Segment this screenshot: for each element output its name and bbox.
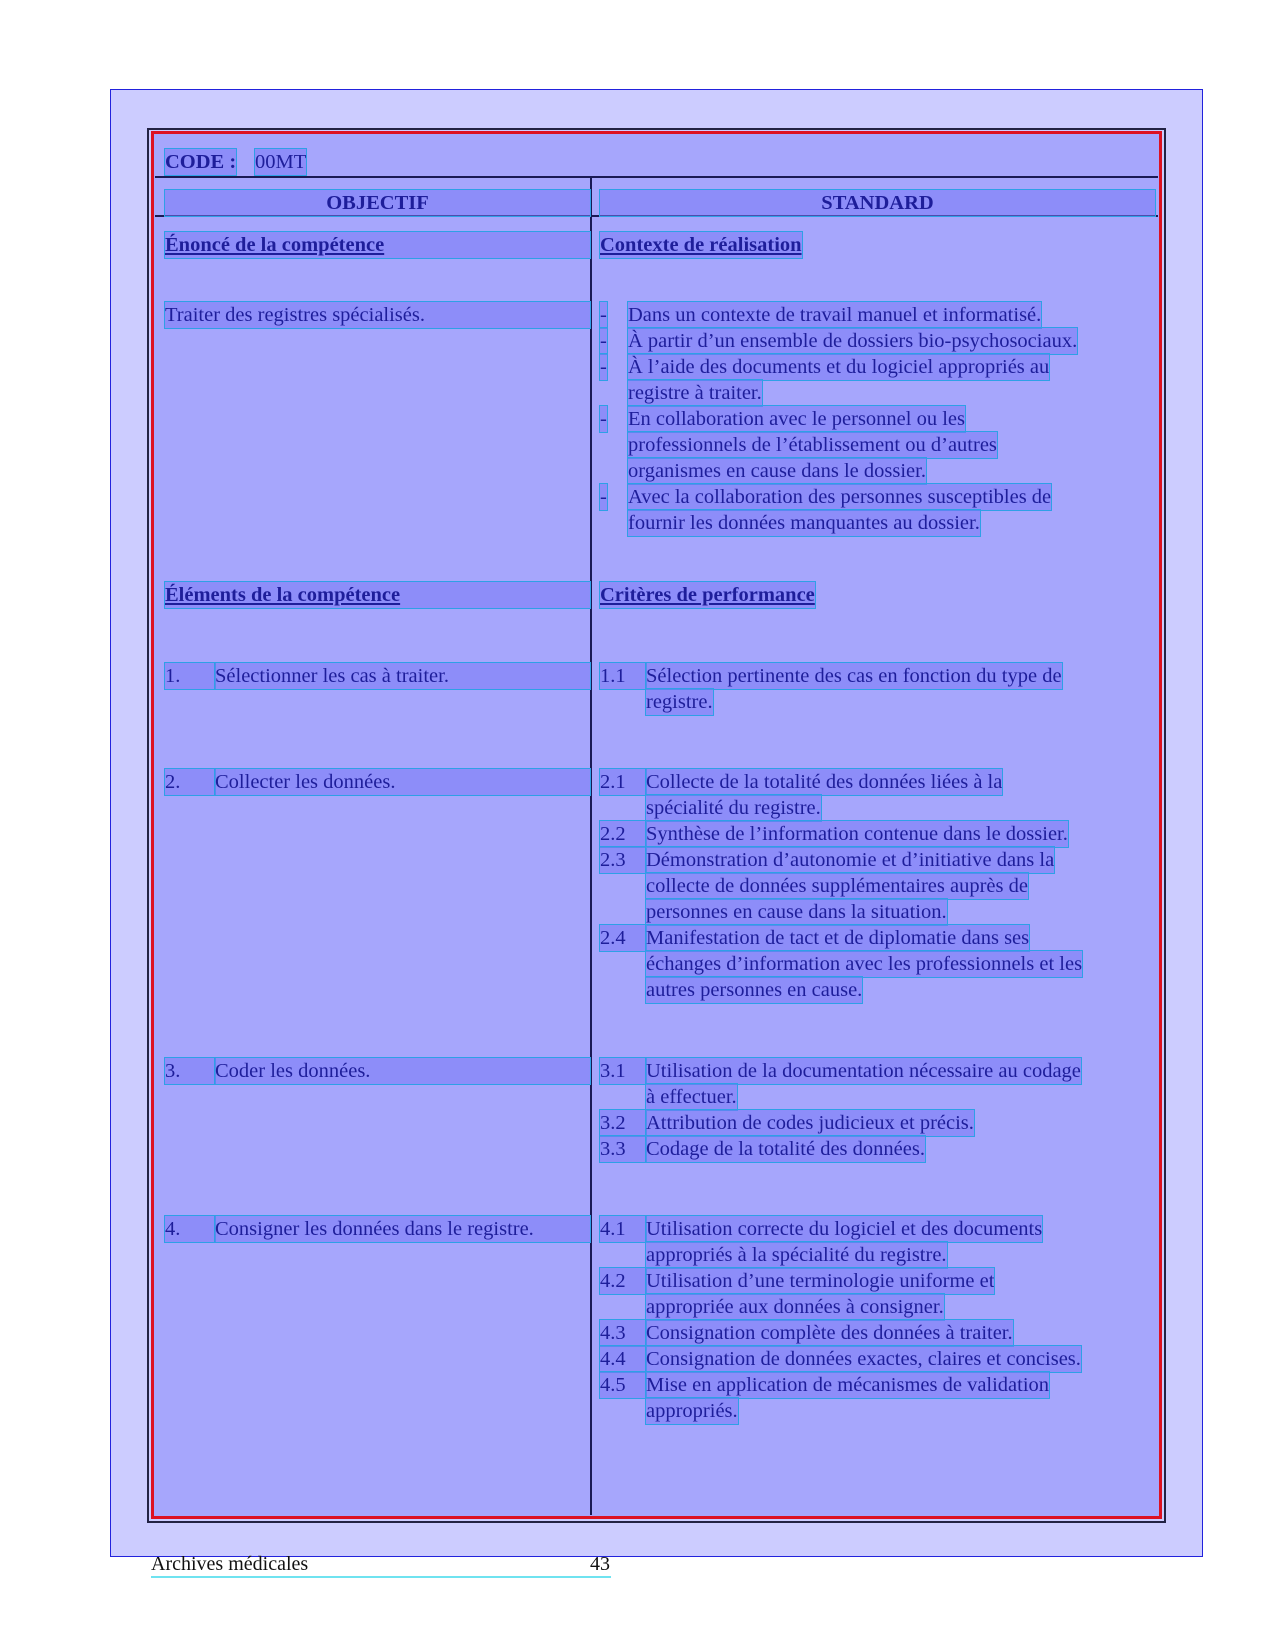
context-bullet: - (600, 356, 607, 378)
element-number: 3. (165, 1058, 215, 1084)
element-text: Coder les données. (215, 1058, 590, 1084)
criterion-number: 2.4 (600, 925, 646, 951)
context-bullet: - (600, 486, 607, 508)
criterion-line: personnes en cause dans la situation. (646, 901, 947, 923)
header-objective: OBJECTIF (165, 190, 590, 216)
context-item-line: fournir les données manquantes au dossier. (628, 512, 980, 534)
criterion-number: 4.2 (600, 1268, 646, 1294)
criterion-number: 2.2 (600, 821, 646, 847)
criterion-line: autres personnes en cause. (646, 979, 863, 1001)
footer-page-number: 43 (590, 1553, 610, 1575)
criterion-line: appropriée aux données à consigner. (646, 1296, 944, 1318)
contexte-title-text: Contexte de réalisation (600, 234, 802, 256)
competence-statement: Traiter des registres spécialisés. (165, 302, 590, 328)
context-item-line: Avec la collaboration des personnes susceptibles de (628, 486, 1052, 508)
context-bullet: - (600, 304, 607, 326)
criterion-line: Utilisation d’une terminologie uniforme et (646, 1270, 995, 1292)
criterion-number: 3.1 (600, 1058, 646, 1084)
criterion-line: échanges d’information avec les professionnels et les (646, 953, 1083, 975)
criterion-line: Codage de la totalité des données. (646, 1138, 925, 1160)
enonce-title-text: Énoncé de la compétence (165, 234, 385, 256)
element-number: 2. (165, 769, 215, 795)
criterion-line: Synthèse de l’information contenue dans le dossier. (646, 823, 1068, 845)
criterion-line: Collecte de la totalité des données liées à la (646, 771, 1003, 793)
context-item-line: professionnels de l’établissement ou d’autres (628, 434, 997, 456)
criterion-number: 2.3 (600, 847, 646, 873)
element-number: 4. (165, 1216, 215, 1242)
context-item-line: registre à traiter. (628, 382, 762, 404)
criterion-line: Attribution de codes judicieux et précis. (646, 1112, 974, 1134)
criterion-line: Manifestation de tact et de diplomatie dans ses (646, 927, 1030, 949)
elements-title-text: Éléments de la compétence (165, 584, 401, 606)
section-title-contexte (600, 232, 802, 258)
context-item-line: À l’aide des documents et du logiciel appropriés au (628, 356, 1050, 378)
element-text: Collecter les données. (215, 769, 590, 795)
column-divider (590, 178, 592, 1515)
criterion-number: 1.1 (600, 663, 646, 689)
code-value: 00MT (255, 151, 307, 173)
context-item-line: Dans un contexte de travail manuel et informatisé. (628, 304, 1042, 326)
criterion-line: Démonstration d’autonomie et d’initiative dans la (646, 849, 1055, 871)
criterion-number: 3.3 (600, 1136, 646, 1162)
criterion-number: 4.1 (600, 1216, 646, 1242)
element-number: 1. (165, 663, 215, 689)
criterion-line: registre. (646, 691, 713, 713)
footer-underline (151, 1576, 611, 1578)
divider-code (155, 176, 1158, 178)
criterion-line: Consignation de données exactes, claires et concises. (646, 1348, 1081, 1370)
criterion-number: 4.4 (600, 1346, 646, 1372)
criterion-number: 2.1 (600, 769, 646, 795)
criterion-line: spécialité du registre. (646, 797, 821, 819)
criterion-number: 4.5 (600, 1372, 646, 1398)
context-item-line: En collaboration avec le personnel ou les (628, 408, 965, 430)
criterion-line: Sélection pertinente des cas en fonction du type de (646, 665, 1062, 687)
code-label: CODE : (165, 151, 237, 173)
criterion-line: appropriés. (646, 1400, 738, 1422)
context-bullet: - (600, 330, 607, 352)
context-item-line: À partir d’un ensemble de dossiers bio-psychosociaux. (628, 330, 1078, 352)
element-text: Sélectionner les cas à traiter. (215, 663, 590, 689)
section-title-elements (165, 582, 590, 608)
criterion-number: 4.3 (600, 1320, 646, 1346)
criterion-line: Utilisation de la documentation nécessaire au codage (646, 1060, 1081, 1082)
header-standard: STANDARD (600, 190, 1155, 216)
criterion-line: Consignation complète des données à traiter. (646, 1322, 1013, 1344)
criterion-line: Mise en application de mécanismes de validation (646, 1374, 1050, 1396)
footer-title: Archives médicales (151, 1553, 309, 1575)
element-text: Consigner les données dans le registre. (215, 1216, 590, 1242)
criterion-line: appropriés à la spécialité du registre. (646, 1244, 947, 1266)
criterion-number: 3.2 (600, 1110, 646, 1136)
section-title-enonce (165, 232, 590, 258)
context-item-line: organismes en cause dans le dossier. (628, 460, 926, 482)
section-title-criteres (600, 582, 815, 608)
context-bullet: - (600, 408, 607, 430)
criterion-line: à effectuer. (646, 1086, 737, 1108)
criterion-line: Utilisation correcte du logiciel et des documents (646, 1218, 1043, 1240)
criteres-title-text: Critères de performance (600, 584, 815, 606)
criterion-line: collecte de données supplémentaires auprès de (646, 875, 1028, 897)
